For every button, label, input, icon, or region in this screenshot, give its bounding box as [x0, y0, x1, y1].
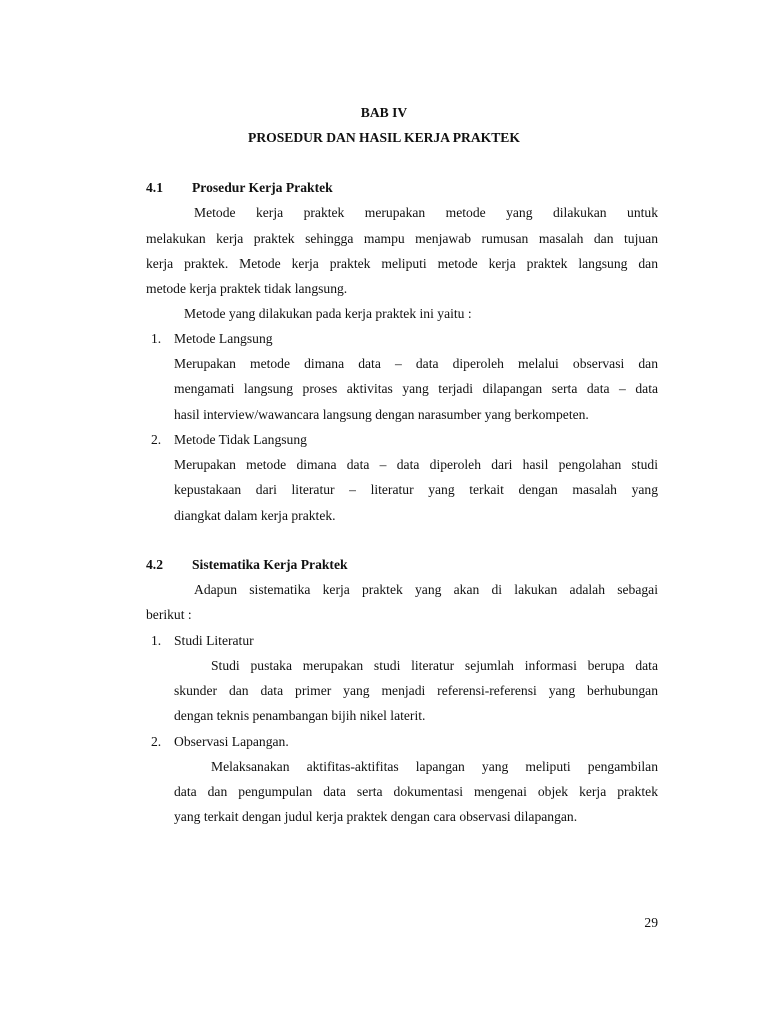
list-item-line: yang terkait dengan judul kerja praktek dengan cara observasi dilapangan.	[174, 809, 578, 824]
list-item-line: Melaksanakan aktifitas-aktifitas lapangan yang meliputi pengambilan	[211, 759, 658, 774]
section-1-intro: Metode yang dilakukan pada kerja praktek ini yaitu :	[184, 306, 472, 321]
section-1-heading: Prosedur Kerja Praktek	[192, 180, 333, 195]
section-2-intro-line: berikut :	[146, 607, 192, 622]
list-item-title: Observasi Lapangan.	[174, 734, 289, 749]
section-1-para-line: melakukan kerja praktek sehingga mampu menjawab rumusan masalah dan tujuan	[146, 231, 658, 246]
list-item-line: hasil interview/wawancara langsung dengan narasumber yang berkompeten.	[174, 407, 589, 422]
list-item-number: 1.	[151, 331, 162, 346]
list-item-line: dengan teknis penambangan bijih nikel laterit.	[174, 708, 426, 723]
section-1-para-line: kerja praktek. Metode kerja praktek meliputi metode kerja praktek langsung dan	[146, 256, 658, 271]
list-item-number: 2.	[151, 734, 162, 749]
list-item-number: 1.	[151, 633, 162, 648]
list-item-line: Merupakan metode dimana data – data diperoleh dari hasil pengolahan studi	[174, 457, 658, 472]
section-1-para-line: metode kerja praktek tidak langsung.	[146, 281, 348, 296]
chapter-label: BAB IV	[360, 105, 408, 120]
list-item-title: Metode Tidak Langsung	[174, 432, 307, 447]
list-item-line: diangkat dalam kerja praktek.	[174, 508, 336, 523]
chapter-title: PROSEDUR DAN HASIL KERJA PRAKTEK	[248, 130, 520, 145]
list-item-line: Studi pustaka merupakan studi literatur sejumlah informasi berupa data	[211, 658, 658, 673]
list-item-line: Merupakan metode dimana data – data diperoleh melalui observasi dan	[174, 356, 658, 371]
page-number: 29	[644, 915, 658, 930]
list-item-title: Studi Literatur	[174, 633, 254, 648]
section-2-number: 4.2	[146, 557, 163, 572]
list-item-line: skunder dan data primer yang menjadi referensi-referensi yang berhubungan	[174, 683, 658, 698]
list-item-line: data dan pengumpulan data serta dokumentasi mengenai objek kerja praktek	[174, 784, 658, 799]
section-2-intro-line: Adapun sistematika kerja praktek yang akan di lakukan adalah sebagai	[194, 582, 658, 597]
section-1-number: 4.1	[146, 180, 163, 195]
list-item-title: Metode Langsung	[174, 331, 273, 346]
section-1-para-line: Metode kerja praktek merupakan metode yang dilakukan untuk	[194, 205, 658, 220]
list-item-number: 2.	[151, 432, 162, 447]
section-2-heading: Sistematika Kerja Praktek	[192, 557, 348, 572]
list-item-line: kepustakaan dari literatur – literatur yang terkait dengan masalah yang	[174, 482, 658, 497]
list-item-line: mengamati langsung proses aktivitas yang terjadi dilapangan serta data – data	[174, 381, 658, 396]
